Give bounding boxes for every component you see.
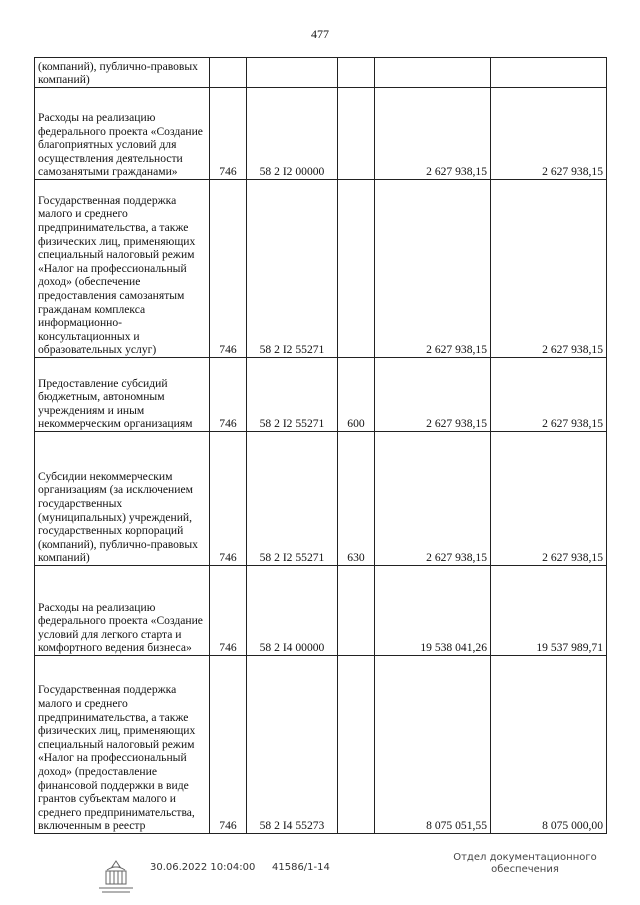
table-row <box>35 432 607 566</box>
row-sum1: 2 627 938,15 <box>375 358 491 432</box>
row-sum2: 2 627 938,15 <box>491 358 607 432</box>
budget-table <box>34 57 607 834</box>
row-name: Субсидии некоммерческим организациям (за исключением государственных (муниципальных) учреждений, государственных корпораций (компаний), публично-правовых компаний) <box>35 432 210 566</box>
row-name: Предоставление субсидий бюджетным, автономным учреждениям и иным некоммерческим организациям <box>35 358 210 432</box>
table-row <box>35 566 607 656</box>
row-csr: 58 2 I2 00000 <box>247 88 338 180</box>
row-sum1: 19 538 041,26 <box>375 566 491 656</box>
row-csr: 58 2 I4 00000 <box>247 566 338 656</box>
department-line-2: обеспечения <box>491 864 559 875</box>
row-vr <box>338 58 375 88</box>
row-name: Расходы на реализацию федерального проекта «Создание условий для легкого старта и комфортного ведения бизнеса» <box>35 566 210 656</box>
row-sum2: 2 627 938,15 <box>491 180 607 358</box>
row-name: Расходы на реализацию федерального проекта «Создание благоприятных условий для осуществления деятельности самозанятыми гражданами» <box>35 88 210 180</box>
table-row <box>35 58 607 88</box>
row-vr <box>338 180 375 358</box>
department-stamp <box>440 852 610 876</box>
row-sum1 <box>375 58 491 88</box>
footer-timestamp: 30.06.2022 10:04:00 <box>150 862 256 873</box>
row-vr <box>338 656 375 834</box>
row-csr: 58 2 I2 55271 <box>247 358 338 432</box>
table-row <box>35 358 607 432</box>
row-ved: 746 <box>210 432 247 566</box>
row-name: (компаний), публично-правовых компаний) <box>35 58 210 88</box>
row-sum2: 2 627 938,15 <box>491 88 607 180</box>
row-sum1: 8 075 051,55 <box>375 656 491 834</box>
row-vr <box>338 88 375 180</box>
emblem-icon <box>93 858 139 898</box>
row-sum2 <box>491 58 607 88</box>
row-sum2: 19 537 989,71 <box>491 566 607 656</box>
row-ved: 746 <box>210 358 247 432</box>
table-row <box>35 88 607 180</box>
department-line-1: Отдел документационного <box>453 852 597 863</box>
footer-doc-number: 41586/1-14 <box>272 862 330 873</box>
row-ved: 746 <box>210 88 247 180</box>
page-number: 477 <box>311 27 329 41</box>
row-csr <box>247 58 338 88</box>
page-footer <box>0 852 640 902</box>
row-ved: 746 <box>210 180 247 358</box>
table-row <box>35 656 607 834</box>
table-row <box>35 180 607 358</box>
row-name: Государственная поддержка малого и среднего предпринимательства, а также физических лиц, применяющих специальный налоговый режим «Налог на профессиональный доход» (предоставление финансовой поддержки в виде грантов субъектам малого и среднего предпринимательства, включенным в реестр <box>35 656 210 834</box>
row-ved <box>210 58 247 88</box>
row-ved: 746 <box>210 566 247 656</box>
row-vr: 630 <box>338 432 375 566</box>
row-csr: 58 2 I4 55273 <box>247 656 338 834</box>
row-sum2: 8 075 000,00 <box>491 656 607 834</box>
row-sum2: 2 627 938,15 <box>491 432 607 566</box>
row-name: Государственная поддержка малого и среднего предпринимательства, а также физических лиц, применяющих специальный налоговый режим «Налог на профессиональный доход» (обеспечение предоставления самозанятым гражданам комплекса информационно-консультационных и образовательных услуг) <box>35 180 210 358</box>
row-csr: 58 2 I2 55271 <box>247 432 338 566</box>
row-vr <box>338 566 375 656</box>
row-sum1: 2 627 938,15 <box>375 432 491 566</box>
row-ved: 746 <box>210 656 247 834</box>
row-vr: 600 <box>338 358 375 432</box>
row-sum1: 2 627 938,15 <box>375 88 491 180</box>
row-csr: 58 2 I2 55271 <box>247 180 338 358</box>
row-sum1: 2 627 938,15 <box>375 180 491 358</box>
